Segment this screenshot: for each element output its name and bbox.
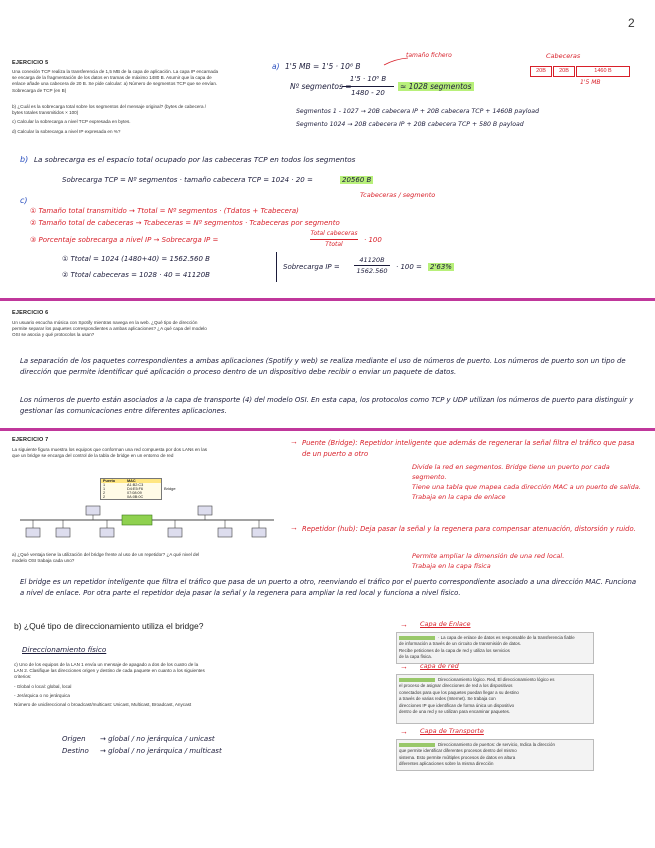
question-b: b) ¿Cuál es la sobrecarga total sobre los segmentos del mensaje original? (bytes de cabecera /	[12, 104, 207, 109]
excerpt-text: de información a través de un circuito de transmisión de datos.	[399, 641, 522, 647]
exercise-7-statement	[12, 447, 282, 459]
question-c-line: c) Uno de los equipos de la LAN 1 envía un mensaje de apagado a dos de los cuatro de la	[14, 662, 199, 667]
step-3-denominator: Ttotal	[325, 241, 343, 248]
statement-line: se encarga de la fragmentación de los datos en tramas de máximo 1480 B. Asumir que la capa de	[12, 75, 212, 81]
step-2: ② Tamaño total de cabeceras → Tcabeceras = Nº segmentos · Tcabeceras por segmento	[30, 219, 340, 227]
exercise-7-question-b: b) ¿Qué tipo de direccionamiento utiliza el bridge?	[14, 621, 204, 631]
excerpt-2	[396, 674, 594, 724]
excerpt-text: sistema. Esto permite múltiples procesos de datos en altura	[399, 754, 516, 760]
table-header-cell: MAC	[127, 479, 136, 483]
source-label: Origen	[62, 735, 86, 743]
excerpt-text: de la capa física.	[399, 654, 432, 660]
bridge-point: Divide la red en segmentos. Bridge tiene un puerto por cada segmento.	[412, 463, 610, 482]
answer-b-result	[340, 176, 373, 184]
statement-line: Un usuario escucha música con Spotify mientras navega en la web. ¿Qué tipo de dirección	[12, 320, 198, 325]
calc-denominator: 1562.560	[356, 267, 388, 275]
exercise-6-statement	[12, 320, 312, 339]
excerpt-3-label: Capa de Transporte	[420, 727, 484, 735]
exercise-5-questions	[12, 104, 274, 135]
excerpt-text: conectados para que los paquetes puedan llegar a su destino	[399, 689, 519, 695]
answer-b-label: b)	[20, 155, 29, 164]
table-row	[101, 495, 161, 499]
bridge-point: Tiene una tabla que mapea cada dirección MAC a un puerto de salida.	[412, 483, 641, 492]
excerpt-text: direcciones IP que identifican de forma única un dispositivo	[399, 702, 515, 708]
excerpt-text: Direccionamiento lógico. Red, El direccionamiento lógico es	[438, 677, 555, 682]
fraction-line	[310, 239, 358, 240]
divider	[276, 252, 277, 282]
annotation-headers-per-segment: Tcabeceras / segmento	[360, 191, 436, 199]
table-cell: 2	[103, 495, 106, 499]
answer-a-size: 1'5 MB = 1'5 · 10⁶ B	[285, 62, 361, 71]
statement-line: enlace añade una cabecera de 20 B. Se pide calcular: a) Número de segmentos TCP que se envían.	[12, 81, 218, 87]
fraction-line	[354, 265, 390, 266]
excerpt-text: Direccionamiento de puertos: de servicio, Indica la dirección	[438, 742, 555, 747]
table-cell: 1	[103, 483, 106, 487]
exercise-6-paragraph-1: La separación de los paquetes correspondientes a ambas aplicaciones (Spotify y web) se realiza mediante el uso de números de puerto. Los números de puerto son un tipo de dirección que permite identificar qué aplicación o proceso dentro de un dispositivo debe recibir o enviar un paquete de datos.	[20, 357, 626, 376]
exercise-5-title: EJERCICIO 5	[12, 60, 49, 66]
arrow-icon: →	[400, 727, 408, 736]
question-c-line: LAN 2. Clasifique las direcciones origen y destino de cada paquete en cuanto a los siguientes	[14, 668, 205, 674]
excerpt-text: diferentes aplicaciones sobre la misma dirección	[399, 761, 494, 767]
calc-headers: ② Ttotal cabeceras = 1028 · 40 = 41120B	[62, 271, 210, 279]
segment-row-1: Segmentos 1 - 1027 → 20B cabecera IP + 20B cabecera TCP + 1460B payload	[296, 108, 540, 115]
hub-point: Trabaja en la capa física	[412, 562, 491, 571]
highlighted-result: 2'63%	[430, 263, 452, 271]
statement-line: Sobrecarga de TCP (en B)	[12, 87, 67, 93]
question-d: d) Calcular la sobrecarga a nivel IP expresada en %?	[12, 128, 121, 134]
question-c-line: - Jerárquica o no jerárquica	[14, 692, 70, 698]
question-a-cont: modelo OSI trabaja cada uno?	[12, 558, 75, 564]
excerpt-text: que permite identificar diferentes procesos dentro del mismo	[399, 748, 517, 754]
header-box-tcp: 20B	[553, 66, 575, 77]
statement-line: La siguiente figura muestra los equipos que conforman una red compuesta por dos LANs en las	[12, 447, 208, 452]
question-a: a) ¿Qué ventaja tiene la utilización del bridge frente al uso de un repetidor? ¿A qué nivel del	[12, 552, 200, 557]
hub-definition: Repetidor (hub): Deja pasar la señal y la regenera para compensar atenuación, distorsión y ruido.	[302, 525, 636, 533]
step-3-tail: · 100	[364, 236, 382, 244]
question-c: c) Calcular la sobrecarga a nivel TCP expresada en bytes.	[12, 119, 131, 125]
step-3-numerator: Total cabeceras	[310, 230, 358, 237]
bridge-table	[100, 478, 162, 500]
step-3: ③ Porcentaje sobrecarga a nivel IP → Sobrecarga IP =	[30, 236, 219, 244]
highlighted-result: 20560 B	[342, 176, 372, 184]
excerpt-text: dentro de una red y se utilizan para encaminar paquetes.	[399, 708, 511, 714]
statement-line: OSI se asocia y qué protocolos la usan?	[12, 332, 95, 338]
exercise-7-answer: El bridge es un repetidor inteligente que filtra el tráfico que pasa de un puerto a otro, reenviando el tráfico por el puerto correspondiente asociado a una dirección MAC. Funciona a nivel de enlace. Por otra parte el repetidor deja pasar la señal y la regenera para ampliar la red local y funciona a nivel físico.	[20, 578, 637, 598]
table-cell: 2	[103, 491, 106, 495]
table-cell: 1	[103, 487, 106, 491]
exercise-7-question-c	[14, 662, 284, 708]
hub-points	[412, 551, 642, 572]
table-cell: 07:08:09	[127, 491, 142, 495]
question-c-line: Número de unidireccional o broadcast/multicast: Unicast, Multicast, Broadcast, Anycast	[14, 701, 192, 707]
source-value: → global / no jerárquica / unicast	[100, 735, 215, 743]
answer-a-segments-label: Nº segmentos =	[290, 82, 352, 91]
step-1: ① Tamaño total transmitido → Ttotal = Nº segmentos · (Tdatos + Tcabecera)	[30, 207, 299, 215]
calc-numerator: 41120B	[359, 256, 385, 264]
exercise-6-title: EJERCICIO 6	[12, 310, 49, 316]
bridge-table-label: Bridge	[164, 486, 176, 491]
table-cell: 0A:0B:0C	[127, 495, 144, 499]
addressing-title: Direccionamiento físico	[22, 645, 107, 654]
hub-point: Permite ampliar la dimensión de una red local.	[412, 552, 565, 560]
segment-row-2: Segmento 1024 → 20B cabecera IP + 20B cabecera TCP + 580 B payload	[296, 121, 524, 128]
destination-value: → global / no jerárquica / multicast	[100, 747, 222, 755]
calc-result	[428, 263, 454, 271]
excerpt-text: el proceso de asignar direcciones de red a los dispositivos	[399, 683, 513, 689]
section-separator	[0, 298, 655, 301]
excerpt-3	[396, 739, 594, 771]
answer-a-label: a)	[272, 62, 280, 71]
excerpt-1	[396, 632, 594, 664]
statement-line: permite separar los paquetes correspondientes a ambas aplicaciones? ¿A qué capa del modelo	[12, 326, 207, 332]
headers-label: Cabeceras	[546, 52, 581, 60]
excerpt-text: Recibe peticiones de la capa de red y utiliza los servicios	[399, 647, 510, 653]
question-c-line: criterios:	[14, 674, 32, 680]
destination-label: Destino	[62, 747, 89, 755]
highlight-bar	[399, 636, 435, 640]
annotation-file-size: tamaño fichero	[406, 52, 452, 59]
excerpt-2-label: capa de red	[420, 662, 459, 670]
destination-classification: global / no jerárquica / multicast	[108, 747, 222, 755]
total-size-label: 1'5 MB	[580, 79, 601, 86]
fraction-denominator: 1480 - 20	[351, 89, 385, 97]
exercise-5-statement	[12, 69, 274, 94]
section-separator	[0, 428, 655, 431]
calc-tail: · 100 =	[396, 263, 422, 271]
arrow-icon: →	[290, 523, 298, 532]
exercise-6-paragraph-2: Los números de puerto están asociados a la capa de transporte (4) del modelo OSI. En esta capa, los protocolos como TCP y UDP utilizan los números de puerto para distinguir y gestionar las comunicaciones entre diferentes aplicaciones.	[20, 396, 634, 415]
highlight-bar	[399, 743, 435, 747]
exercise-7-title: EJERCICIO 7	[12, 437, 49, 443]
table-cell: A1:B2:C3	[127, 483, 144, 487]
bridge-points	[412, 462, 642, 502]
arrow-icon: →	[400, 620, 408, 629]
answer-b-text: La sobrecarga es el espacio total ocupado por las cabeceras TCP en todos los segmentos	[34, 155, 356, 164]
table-header-cell: Puerto	[103, 479, 116, 483]
arrow-annotation	[380, 55, 410, 67]
answer-b-formula: Sobrecarga TCP = Nº segmentos · tamaño cabecera TCP = 1024 · 20 =	[62, 176, 313, 184]
highlight-bar	[399, 678, 435, 682]
question-c-line: - Global o local: global, local	[14, 683, 72, 689]
fraction-numerator: 1'5 · 10⁶ B	[349, 75, 387, 83]
page-number: 2	[628, 16, 635, 30]
bridge-definition: Puente (Bridge): Repetidor inteligente que además de regenerar la señal filtra el tráfico que pasa de un puerto a otro	[302, 439, 635, 458]
highlighted-result: ≈ 1028 segmentos	[400, 82, 472, 91]
excerpt-text: · La capa de enlace de datos es responsable de la transferencia fiable	[438, 635, 575, 640]
answer-a-result	[398, 82, 474, 91]
source-classification: global / no jerárquica / unicast	[108, 735, 215, 743]
calc-total: ① Ttotal = 1024 (1480+40) = 1562.560 B	[62, 255, 210, 263]
arrow-icon: →	[400, 662, 408, 671]
calc-overhead-label: Sobrecarga IP =	[283, 263, 340, 271]
statement-line: Una conexión TCP realiza la transferencia de 1,5 MB de la capa de aplicación. La capa IP encarnada	[12, 69, 219, 74]
bridge-point: Trabaja en la capa de enlace	[412, 493, 506, 502]
answer-c-label: c)	[20, 196, 28, 205]
excerpt-text: a través de varias redes (Internet). Se trabaja con	[399, 696, 496, 702]
excerpt-1-label: Capa de Enlace	[420, 620, 471, 628]
question-b-cont: bytes totales transmitidos × 100)	[12, 110, 79, 116]
header-box-ip: 20B	[530, 66, 552, 77]
table-cell: D4:E5:F6	[127, 487, 144, 491]
arrow-icon: →	[290, 437, 298, 446]
network-diagram	[12, 502, 282, 546]
statement-line: que un bridge se encarga del control de la tabla de bridge en un entorno de red	[12, 453, 174, 459]
fraction-line	[342, 86, 394, 87]
payload-box: 1460 B	[576, 66, 630, 77]
exercise-7-question-a	[12, 552, 282, 564]
